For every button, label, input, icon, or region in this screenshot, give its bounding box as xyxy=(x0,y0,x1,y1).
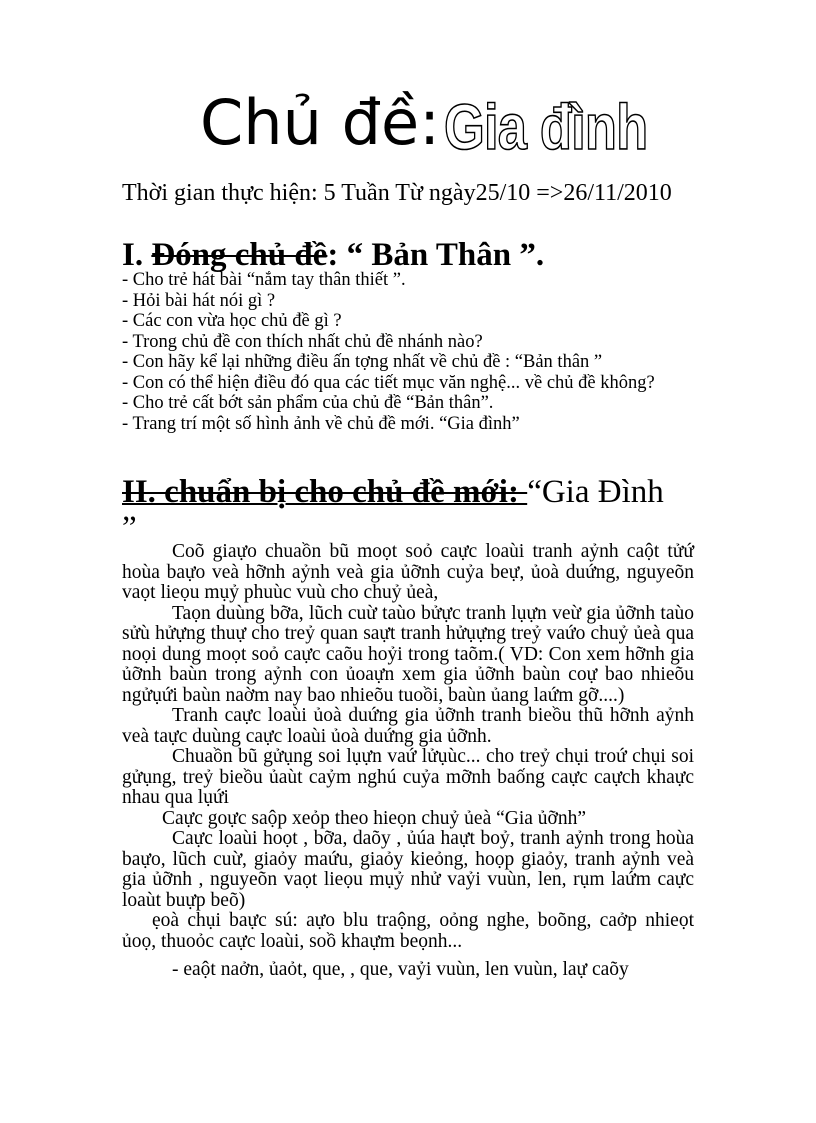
paragraph: - eaột naởn, ủaỏt, que, , que, vaỷi vuùn, len vuùn, laự caõy xyxy=(172,959,629,980)
page-title xyxy=(200,86,692,164)
time-info: Thời gian thực hiện: 5 Tuần Từ ngày25/10 =>26/11/2010 xyxy=(122,180,672,206)
section-1-heading-text: Đóng chủ đề xyxy=(151,237,328,273)
paragraph: Chuaồn bũ gửụng soi lụựn vaứ lửụùc... cho treỷ chụi troứ chụi soi gửụng, treỷ bieồu ủaùt caỷm nghú cuỷa mỡnh baống caực caựch khaực nhau qua lụứi xyxy=(122,746,694,808)
section-1-heading xyxy=(122,237,544,274)
list-item: - Các con vừa học chủ đề gì ? xyxy=(122,311,342,331)
list-item: - Con hãy kể lại những điều ấn tợng nhất về chủ đề : “Bản thân ” xyxy=(122,352,603,372)
section-2-heading xyxy=(122,474,682,546)
list-item: - Cho trẻ hát bài “nắm tay thân thiết ”. xyxy=(122,270,406,290)
list-item: - Cho trẻ cất bớt sản phẩm của chủ đề “Bản thân”. xyxy=(122,393,494,413)
section-1-roman: I. xyxy=(122,237,152,273)
section-2-heading-suffix: “Gia Đình ” xyxy=(122,474,664,546)
list-item: - Hỏi bài hát nói gì ? xyxy=(122,290,276,311)
title-prefix: Chủ đề: xyxy=(200,86,440,159)
paragraph: Coõ giaựo chuaồn bũ moọt soỏ caực loaùi tranh aỷnh caột tửứ hoùa baựo veà hỡnh aỷnh veà gia ủỡnh cuỷa beự, ủoà duứng, nguyeõn vaọt lieọu mụỷ phuùc vuù cho chuỷ ủeà, xyxy=(122,541,694,603)
list-item: - Trang trí một số hình ảnh về chủ đề mới. “Gia đình” xyxy=(122,413,520,434)
paragraph: Caực loaùi hoọt , bỡa, daõy , ủúa haựt boỷ, tranh aỷnh trong hoùa baựo, lũch cuừ, giaỏy maứu, giaỏy kieỏng, hoọp giaỏy, tranh aỷnh veà gia ủỡnh , nguyeõn vaọt lieọu mụỷ nhử vaỷi vuùn, len, rụm laứm caực loaùt buựp beõ) xyxy=(122,828,694,911)
section-2-heading-text: II. chuẩn bị cho chủ đề mới: xyxy=(122,474,528,510)
section-1-list xyxy=(122,270,692,434)
paragraph: Taọn duùng bỡa, lũch cuừ taùo bửực tranh lụựn veừ gia ủỡnh taùo sửù hửựng thuự cho treỷ quan saựt tranh hửụựng treỷ vaứo chuỷ ủeà qua noọi dung moọt soỏ caực caõu hoỷi trong taõm.( VD: Con xem hỡnh gia ủỡnh baùn trong aỷnh con ủoaựn xem gia ủỡnh baùn coự bao nhieõu ngửụứi baùn naờm nay bao nhieõu tuoồi, baùn ủang laứm gỡ....) xyxy=(122,602,694,706)
list-item: - Trong chủ đề con thích nhất chủ đề nhánh nào? xyxy=(122,331,483,352)
paragraph: ẹoà chụi baực sú: aựo blu traộng, oỏng nghe, boõng, caởp nhieọt ủoọ, thuoỏc caực loaùi, soồ khaựm beọnh... xyxy=(122,910,694,952)
list-item: - Con có thể hiện điều đó qua các tiết mục văn nghệ... về chủ đề không? xyxy=(122,372,655,393)
paragraph: Caực goực saộp xeỏp theo hieọn chuỷ ủeà “Gia ủỡnh” xyxy=(162,807,587,829)
section-2-body xyxy=(122,542,694,981)
paragraph: Tranh caực loaùi ủoà duứng gia ủỡnh tranh bieồu thũ hỡnh aỷnh veà taực duùng caực loaùi ủoà duứng gia ủỡnh. xyxy=(122,705,694,747)
section-1-heading-suffix: : “ Bản Thân ”. xyxy=(327,237,545,273)
title-outline-text: Gia đình xyxy=(443,91,648,163)
